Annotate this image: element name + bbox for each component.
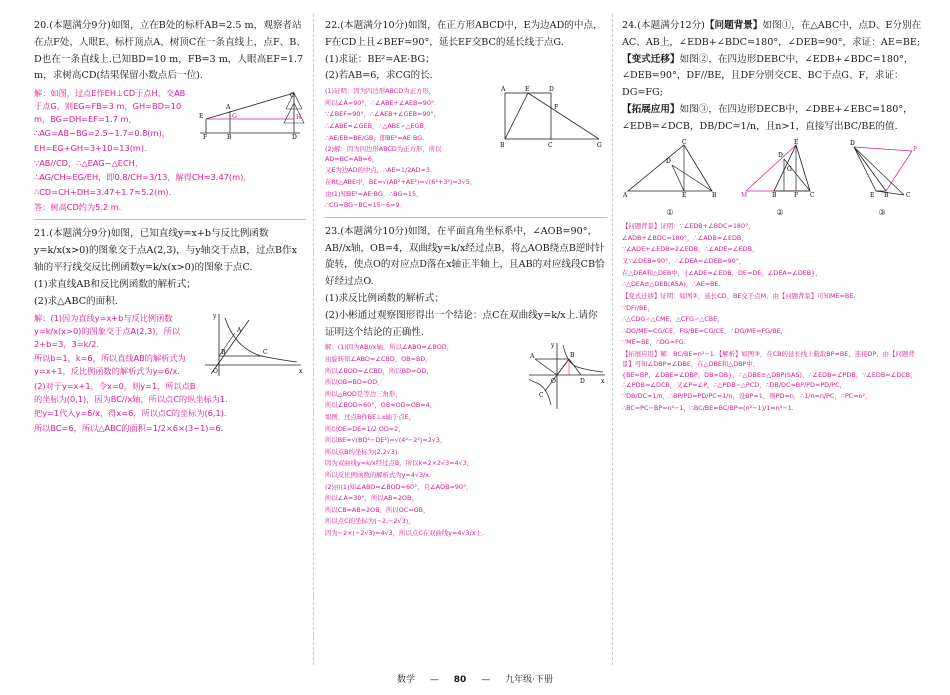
answer-line: 【变式迁移】证明：如图②，延长CD、BE交于点M，由【问题背景】可知ME=BE. [622,291,856,300]
svg-text:E: E [525,86,530,94]
answer-line: 因为双曲线y=k/x经过点B，所以k=2×2√3=4√3， [325,459,474,468]
figure-caption: ③ [878,208,886,218]
answer-line: 所以△BOD是等边三角形， [325,389,402,398]
question-24-variant-text: 如图②，在四边形DEBC中，∠EDB+∠BDC=180°，∠DEB=90°，DF//BE，且DF分别交CE、BC于点G、F，求证：DG=FG; [622,53,914,99]
question-24-variant [622,52,922,102]
answer-line: 解：(1)因为直线y=x+b与反比例函数y=k/x(x>0)的图象交于点A(2,3)，所以2+b=3，3=k/2. [34,313,181,349]
svg-text:C: C [810,192,815,200]
footer-dash: — [481,675,491,685]
answer-line: (2)对于y=x+1，令x=0，则y=1，所以点B的坐标为(0,1)，因为BC//x轴，所以点C的纵坐标为1. [34,380,228,404]
svg-text:C: C [548,142,553,150]
figure-23 [527,341,607,411]
answer-line: ∵∠BEF=90°，∴∠AEB+∠GEB=90°， [325,110,441,119]
question-22-text: 22.(本题满分10分)如图，在正方形ABCD中，E为边AD的中点，F在CD上且∠BEF=90°，延长EF交BC的延长线于点G. [325,20,603,48]
answer-line: 如图，过点B作BE⊥x轴于点E， [325,412,416,421]
answer-line: ∵∠ADE+∠EDB=2∠EDB，∴∠ADE=∠EDB， [622,245,759,254]
svg-text:C: C [539,392,544,400]
question-21-part-2: (2)求△ABC的面积. [34,295,118,307]
svg-text:D: D [666,158,671,166]
answer-line: 所以BC=6，所以△ABC的面积=1/2×6×(3−1)=6. [34,422,224,433]
svg-text:G: G [787,166,792,174]
answer-line: ∵DF//BE， [622,303,654,312]
svg-text:G: G [597,142,602,150]
footer-grade: 九年级·下册 [505,675,553,685]
figure-20 [196,89,306,139]
answer-line: 所以OB=BD=OD， [325,378,384,387]
answer-line: EH=EG+GH=3+10=13(m). [34,142,147,153]
figure-22 [497,85,607,149]
answer-line: ∴AG=AB−BG=2.5−1.7=0.8(m)， [34,128,170,139]
svg-text:O: O [213,368,218,376]
svg-text:A: A [501,86,506,94]
footer-subject: 数学 [397,675,416,685]
divider [325,217,607,218]
answer-line: ∵DB/DC=1/n，∴BP/PD=PD/PC=1/n，设BP=1，则PD=n，∴1/n=n/PC，∴PC=n²， [622,392,872,401]
answer-line: 又∵∠DEB=90°，∴∠DEA=∠DEB=90°， [622,257,746,266]
answer-line: 所以点B的坐标为(2,2√3). [325,447,400,456]
figure-24-3 [842,139,922,199]
question-24-text [622,18,922,52]
question-23 [325,224,607,539]
answer-line: 由旋转知∠ABO=∠CBD，OB=BD， [325,354,432,363]
svg-text:B: B [570,352,575,360]
svg-text:D: D [549,86,554,94]
question-24-extension [622,102,922,136]
question-22-part-1: (1)求证：BE²=AE·BG； [325,53,435,65]
answer-line: ∠ADB+∠BDC=180°，∴∠ADB=∠EDB， [622,233,748,242]
svg-text:C: C [263,349,268,357]
svg-text:B: B [500,142,505,150]
svg-text:A: A [530,353,535,361]
figure-caption: ② [776,208,784,218]
answer-line: ∵ME=BE，∴DG=FG. [622,338,686,347]
question-24-background-text: 如图①，在△ABC中，点D、E分别在AC、AB上，∠EDB+∠BDC=180°，∠DEB=90°，求证：AE=BE; [622,20,922,48]
svg-text:F: F [203,134,208,140]
svg-text:F: F [554,104,559,112]
answer-line: 所以反比例函数的解析式为y=4√3/x. [325,471,431,479]
answer-line: ∴DG/ME=CG/CE，FG/BE=CG/CE，∴DG/ME=FG/BE， [622,326,788,335]
svg-text:B: B [227,134,232,140]
question-20-text: 20.(本题满分9分)如图，立在B处的标杆AB=2.5 m，观察者站在点F处，人眼E、标杆顶点A、树顶C在一条直线上，点F、B、D也在一条直线上.已知BD=10 m，FB=3 m，人眼高EF=1.7 m，求树高CD(结果保留小数点后一位). [34,20,306,82]
svg-text:A: A [623,192,628,200]
answer-line: 把y=1代入y=6/x，得x=6，所以点C的坐标为(6,1). [34,408,227,419]
column-divider [612,14,613,665]
answer-line: (1)证明：因为四边形ABCD为正方形， [325,87,436,96]
svg-text:E: E [870,192,875,200]
tag-extended-application: 【拓展应用】 [622,103,680,115]
svg-text:A: A [226,104,231,112]
column-3 [622,18,922,416]
svg-text:D: D [292,134,297,140]
answer-line: (2)由(1)知∠ABO=∠BOD=60°，且∠AOB=90°， [325,482,473,491]
answer-line: 由(1)知BE²=AE·BG，∴BG=15， [325,189,423,198]
answer-line: ∴CD=CH+DH=3.47+1.7≈5.2(m). [34,187,172,198]
answer-line: 所以OE=DE=1/2 OD=2， [325,424,405,433]
tag-variant-transfer: 【变式迁移】 [622,53,680,65]
answer-line: 【拓展应用】解：BC/BE=n²−1.【解析】如图③，在CB的延长线上截取BP=BE，连接DP，由【问题背景】可知∠DBP=∠DBE，在△DBE和△DBP中， [622,349,915,368]
svg-text:C: C [682,139,687,147]
answer-line: 解：(1)因为AB//x轴，所以∠ABO=∠BOD， [325,343,454,352]
answer-line: {BE=BP，∠DBE=∠DBP，DB=DB}，∴△DBE≌△DBP(SAS)，∴∠EDB=∠PDB，∵∠EDB=∠DCB，∴∠PDB=∠DCB，又∠P=∠P，∴△PDB∽△PCD，∴DB/DC=BP/PD=PD/PC， [622,371,917,389]
answer-line: 又E为边AD的中点，∴AE=1/2AD=3. [325,166,432,175]
svg-text:A: A [237,327,242,335]
question-23-part-1: (1)求反比例函数的解析式； [325,292,445,304]
question-23-text: 23.(本题满分10分)如图，在平面直角坐标系中，∠AOB=90°，AB//x轴，OB=4，双曲线y=k/x经过点B，将△AOB绕点B逆时针旋转，使点O的对应点D落在x轴正半轴上，且AB的对应线段CB恰好经过点O. [325,225,605,288]
question-21 [34,226,306,434]
svg-text:B: B [772,192,777,200]
figure-21 [201,310,306,380]
answer-line: ∴△CDG∽△CME，△CFG∽△CBE， [622,315,724,324]
svg-text:E: E [794,139,799,147]
answer-line: ∵AB//CD，∴△EAG∽△ECH， [34,157,144,168]
svg-text:y: y [551,342,555,350]
column-2 [325,18,607,541]
svg-text:B: B [884,192,889,200]
answer-line: 所以∠BOD=60°，OB=OD=OB=4， [325,401,437,410]
answer-line: ∴∠ABE=∠GEB，∴△ABE∽△EGB， [325,121,431,130]
answer-line: 在△DEA和△DEB中，{∠ADE=∠EDB，DE=DE，∠DEA=∠DEB}， [622,268,822,277]
answer-line: ∴AG/CH=EG/EH，即0.8/CH=3/13，解得CH≈3.47(m)， [34,172,252,183]
answer-line: 因为−2×(−2√3)=4√3，所以点C在双曲线y=4√3/x上. [325,529,484,538]
footer-dash: — [429,675,439,685]
figure-caption: ① [666,208,674,218]
question-24-heading: 24.(本题满分12分) [622,20,705,31]
svg-text:D: D [580,378,585,386]
answer-line: ∴CG=BG−BC=15−6=9. [325,201,402,210]
svg-text:M: M [741,192,748,200]
figures-24 [622,139,922,220]
answer-line: ∴△DEA≌△DEB(ASA)，∴AE=BE. [622,280,721,289]
svg-text:y: y [213,313,217,321]
question-20 [34,18,306,213]
divider [34,219,306,220]
answer-line: ∴BC=PC−BP=n²−1，∴BC/BE=BC/BP=(n²−1)/1=n²−1. [622,404,794,412]
svg-text:C: C [290,92,295,100]
svg-text:P: P [913,146,918,154]
answer-line: 所以∠A=90°，∴∠ABE+∠AEB=90°. [325,98,437,107]
tag-problem-background: 【问题背景】 [704,20,763,31]
answer-line: 所以∠BOD=∠CBD，所以BD=OD， [325,366,433,375]
question-24 [622,18,922,414]
svg-text:x: x [299,368,303,376]
page-footer [0,672,950,685]
question-23-part-2: (2)小彬通过观察图形得出一个结论：点C在双曲线y=k/x上.请你证明这个结论的正确性. [325,309,598,338]
svg-text:O: O [551,378,556,386]
column-1 [34,18,306,437]
question-22 [325,18,607,211]
svg-text:D: D [778,152,783,160]
question-24-extension-text: 如图③，在四边形DECB中，∠DBE+∠EBC=180°，∠EDB=∠DCB，DB/DC=1/n，且n>1，直接写出BC/BE的值. [622,103,913,132]
answer-line: 所以CB=AB=2OB，所以OC=OB， [325,505,430,514]
page-number: 80 [453,675,467,685]
answer-line: 所以BE=√(BD²−DE²)=√(4²−2²)=2√3， [325,436,447,445]
svg-text:F: F [794,192,799,200]
question-21-text: 21.(本题满分9分)如图，已知直线y=x+b与反比例函数y=k/x(x>0)的图象交于点A(2,3)，与y轴交于点B，过点B作x轴的平行线交反比例函数y=k/x(x>0)的图象于点C. [34,228,298,274]
svg-text:x: x [601,378,605,386]
column-divider [313,14,314,665]
svg-text:B: B [712,192,717,200]
svg-text:E: E [199,113,204,121]
svg-text:H: H [296,114,302,122]
answer-line: (2)解：因为四边形ABCD为正方形，所以AD=BC=AB=6， [325,145,442,163]
figure-24-2 [740,139,820,199]
answer-line: 解：如图，过点E作EH⊥CD于点H，交AB于点G，则EG=FB=3 m，GH=BD=10 m，BG=DH=EF=1.7 m， [34,88,186,124]
svg-text:D: D [850,140,855,148]
answer-line: 所以∠A=30°，所以AB=2OB， [325,494,418,503]
svg-text:E: E [682,192,687,200]
answer-line: 在Rt△ABE中，BE=√(AB²+AE²)=√(6²+3²)=3√5， [325,178,477,186]
answer-line: 答：树高CD约为5.2 m. [34,201,122,212]
answer-line: 所以点C的坐标为(−2,−2√3)， [325,517,415,526]
answer-line: 所以b=1，k=6，所以直线AB的解析式为y=x+1，反比例函数的解析式为y=6/x. [34,353,186,377]
answer-line: 【问题背景】证明：∵∠EDB+∠BDC=180°， [622,222,755,231]
svg-text:G: G [232,113,237,121]
svg-text:C: C [906,192,911,200]
svg-text:B: B [221,349,226,357]
question-22-part-2: (2)若AB=6，求CG的长. [325,70,433,82]
answer-line: ∴AE/EB=BE/GB，即BE²=AE·BG. [325,133,425,142]
question-21-part-1: (1)求直线AB和反比例函数的解析式； [34,278,196,290]
figure-24-1 [622,139,718,199]
